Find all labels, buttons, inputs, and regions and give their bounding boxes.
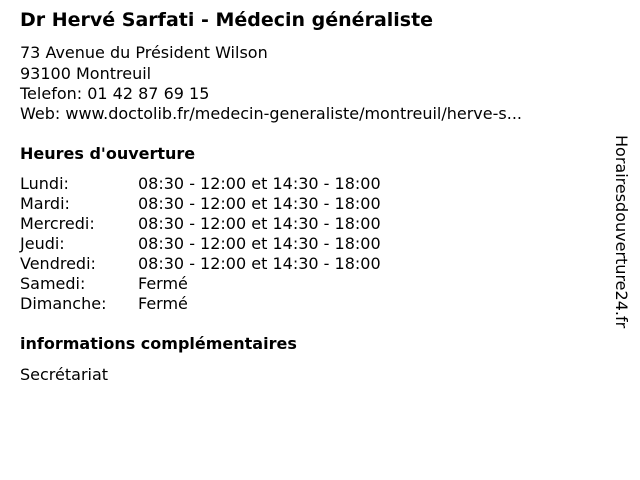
day-label-monday: Lundi: <box>20 174 69 193</box>
hours-wednesday: 08:30 - 12:00 et 14:30 - 18:00 <box>138 214 381 233</box>
day-label-tuesday: Mardi: <box>20 194 70 213</box>
web-line[interactable]: Web: www.doctolib.fr/medecin-generaliste/montreuil/herve-s... <box>20 104 522 123</box>
address-city: 93100 Montreuil <box>20 64 152 83</box>
day-label-saturday: Samedi: <box>20 274 86 293</box>
site-watermark <box>612 135 632 370</box>
day-label-thursday: Jeudi: <box>20 234 65 253</box>
phone-line: Telefon: 01 42 87 69 15 <box>20 84 210 103</box>
opening-hours-heading: Heures d'ouverture <box>20 144 196 163</box>
additional-info-text: Secrétariat <box>20 365 109 384</box>
day-label-sunday: Dimanche: <box>20 294 107 313</box>
page-title: Dr Hervé Sarfati - Médecin généraliste <box>20 9 434 31</box>
hours-thursday: 08:30 - 12:00 et 14:30 - 18:00 <box>138 234 381 253</box>
hours-friday: 08:30 - 12:00 et 14:30 - 18:00 <box>138 254 381 273</box>
day-label-friday: Vendredi: <box>20 254 96 273</box>
hours-tuesday: 08:30 - 12:00 et 14:30 - 18:00 <box>138 194 381 213</box>
hours-sunday: Fermé <box>138 294 188 313</box>
day-label-wednesday: Mercredi: <box>20 214 95 233</box>
watermark-text: Horairesdouverture24.fr <box>612 135 631 329</box>
hours-monday: 08:30 - 12:00 et 14:30 - 18:00 <box>138 174 381 193</box>
address-street: 73 Avenue du Président Wilson <box>20 43 268 62</box>
additional-info-heading: informations complémentaires <box>20 334 297 353</box>
hours-saturday: Fermé <box>138 274 188 293</box>
